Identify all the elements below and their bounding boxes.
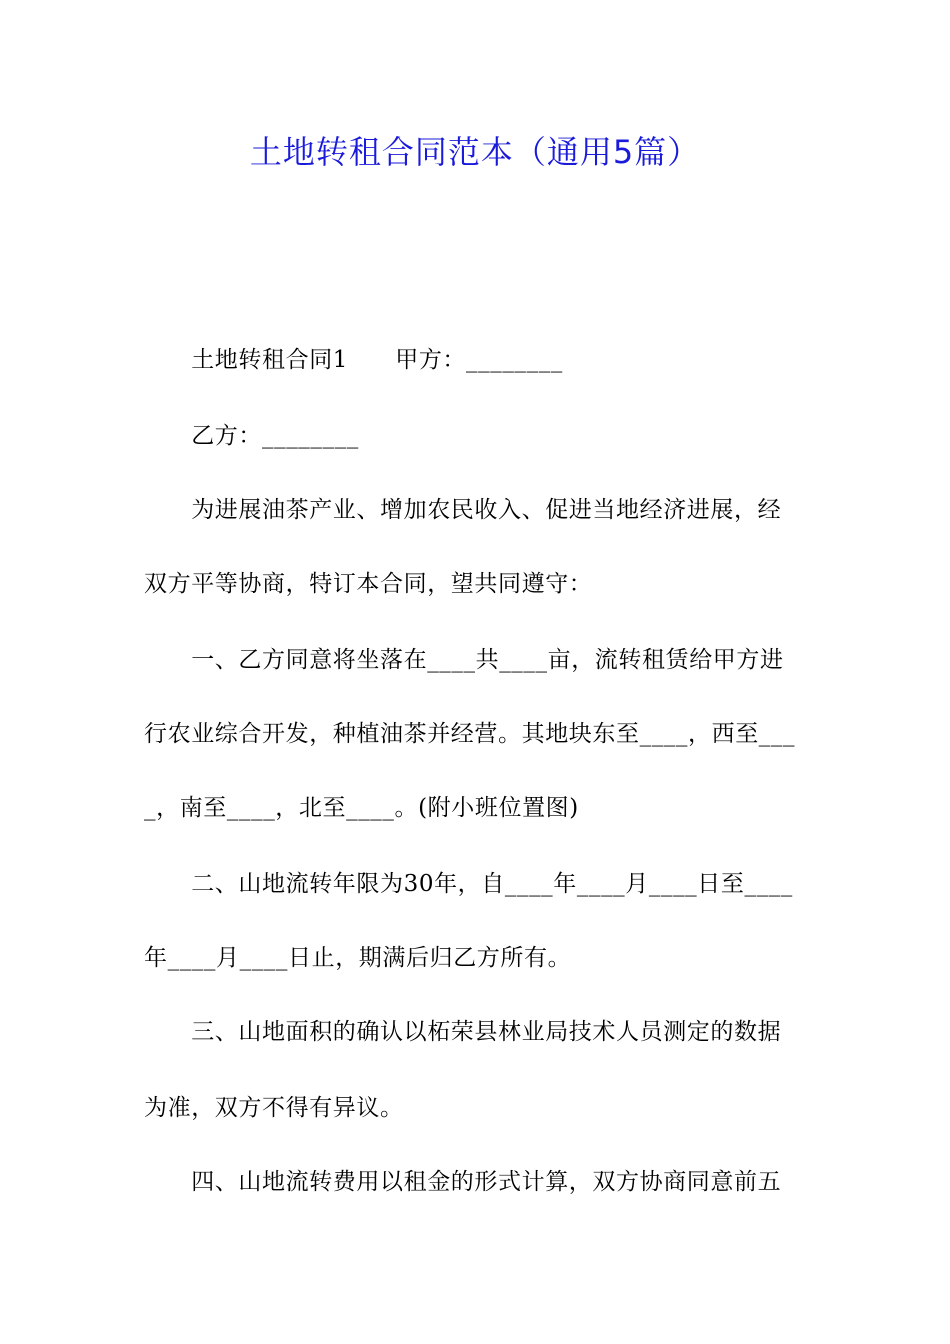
contract-line: 年____月____日止，期满后归乙方所有。 (144, 945, 572, 971)
contract-line: _，南至____，北至____。(附小班位置图) (144, 795, 579, 821)
contract-line: 土地转租合同1 甲方：________ (144, 347, 563, 373)
contract-line: 一、乙方同意将坐落在____共____亩，流转租赁给甲方进 (144, 647, 784, 673)
contract-line: 双方平等协商，特订本合同，望共同遵守： (144, 571, 593, 597)
contract-line: 四、山地流转费用以租金的形式计算，双方协商同意前五 (144, 1169, 782, 1195)
contract-line: 为进展油茶产业、增加农民收入、促进当地经济进展，经 (144, 497, 782, 523)
contract-line: 行农业综合开发，种植油茶并经营。其地块东至____，西至___ (144, 721, 796, 747)
contract-line: 乙方：________ (144, 423, 359, 449)
document-title: 土地转租合同范本（通用5篇） (249, 133, 701, 171)
contract-line: 二、山地流转年限为30年，自____年____月____日至____ (144, 871, 793, 897)
contract-line: 三、山地面积的确认以柘荣县林业局技术人员测定的数据 (144, 1019, 782, 1045)
contract-line: 为准，双方不得有异议。 (144, 1095, 404, 1121)
